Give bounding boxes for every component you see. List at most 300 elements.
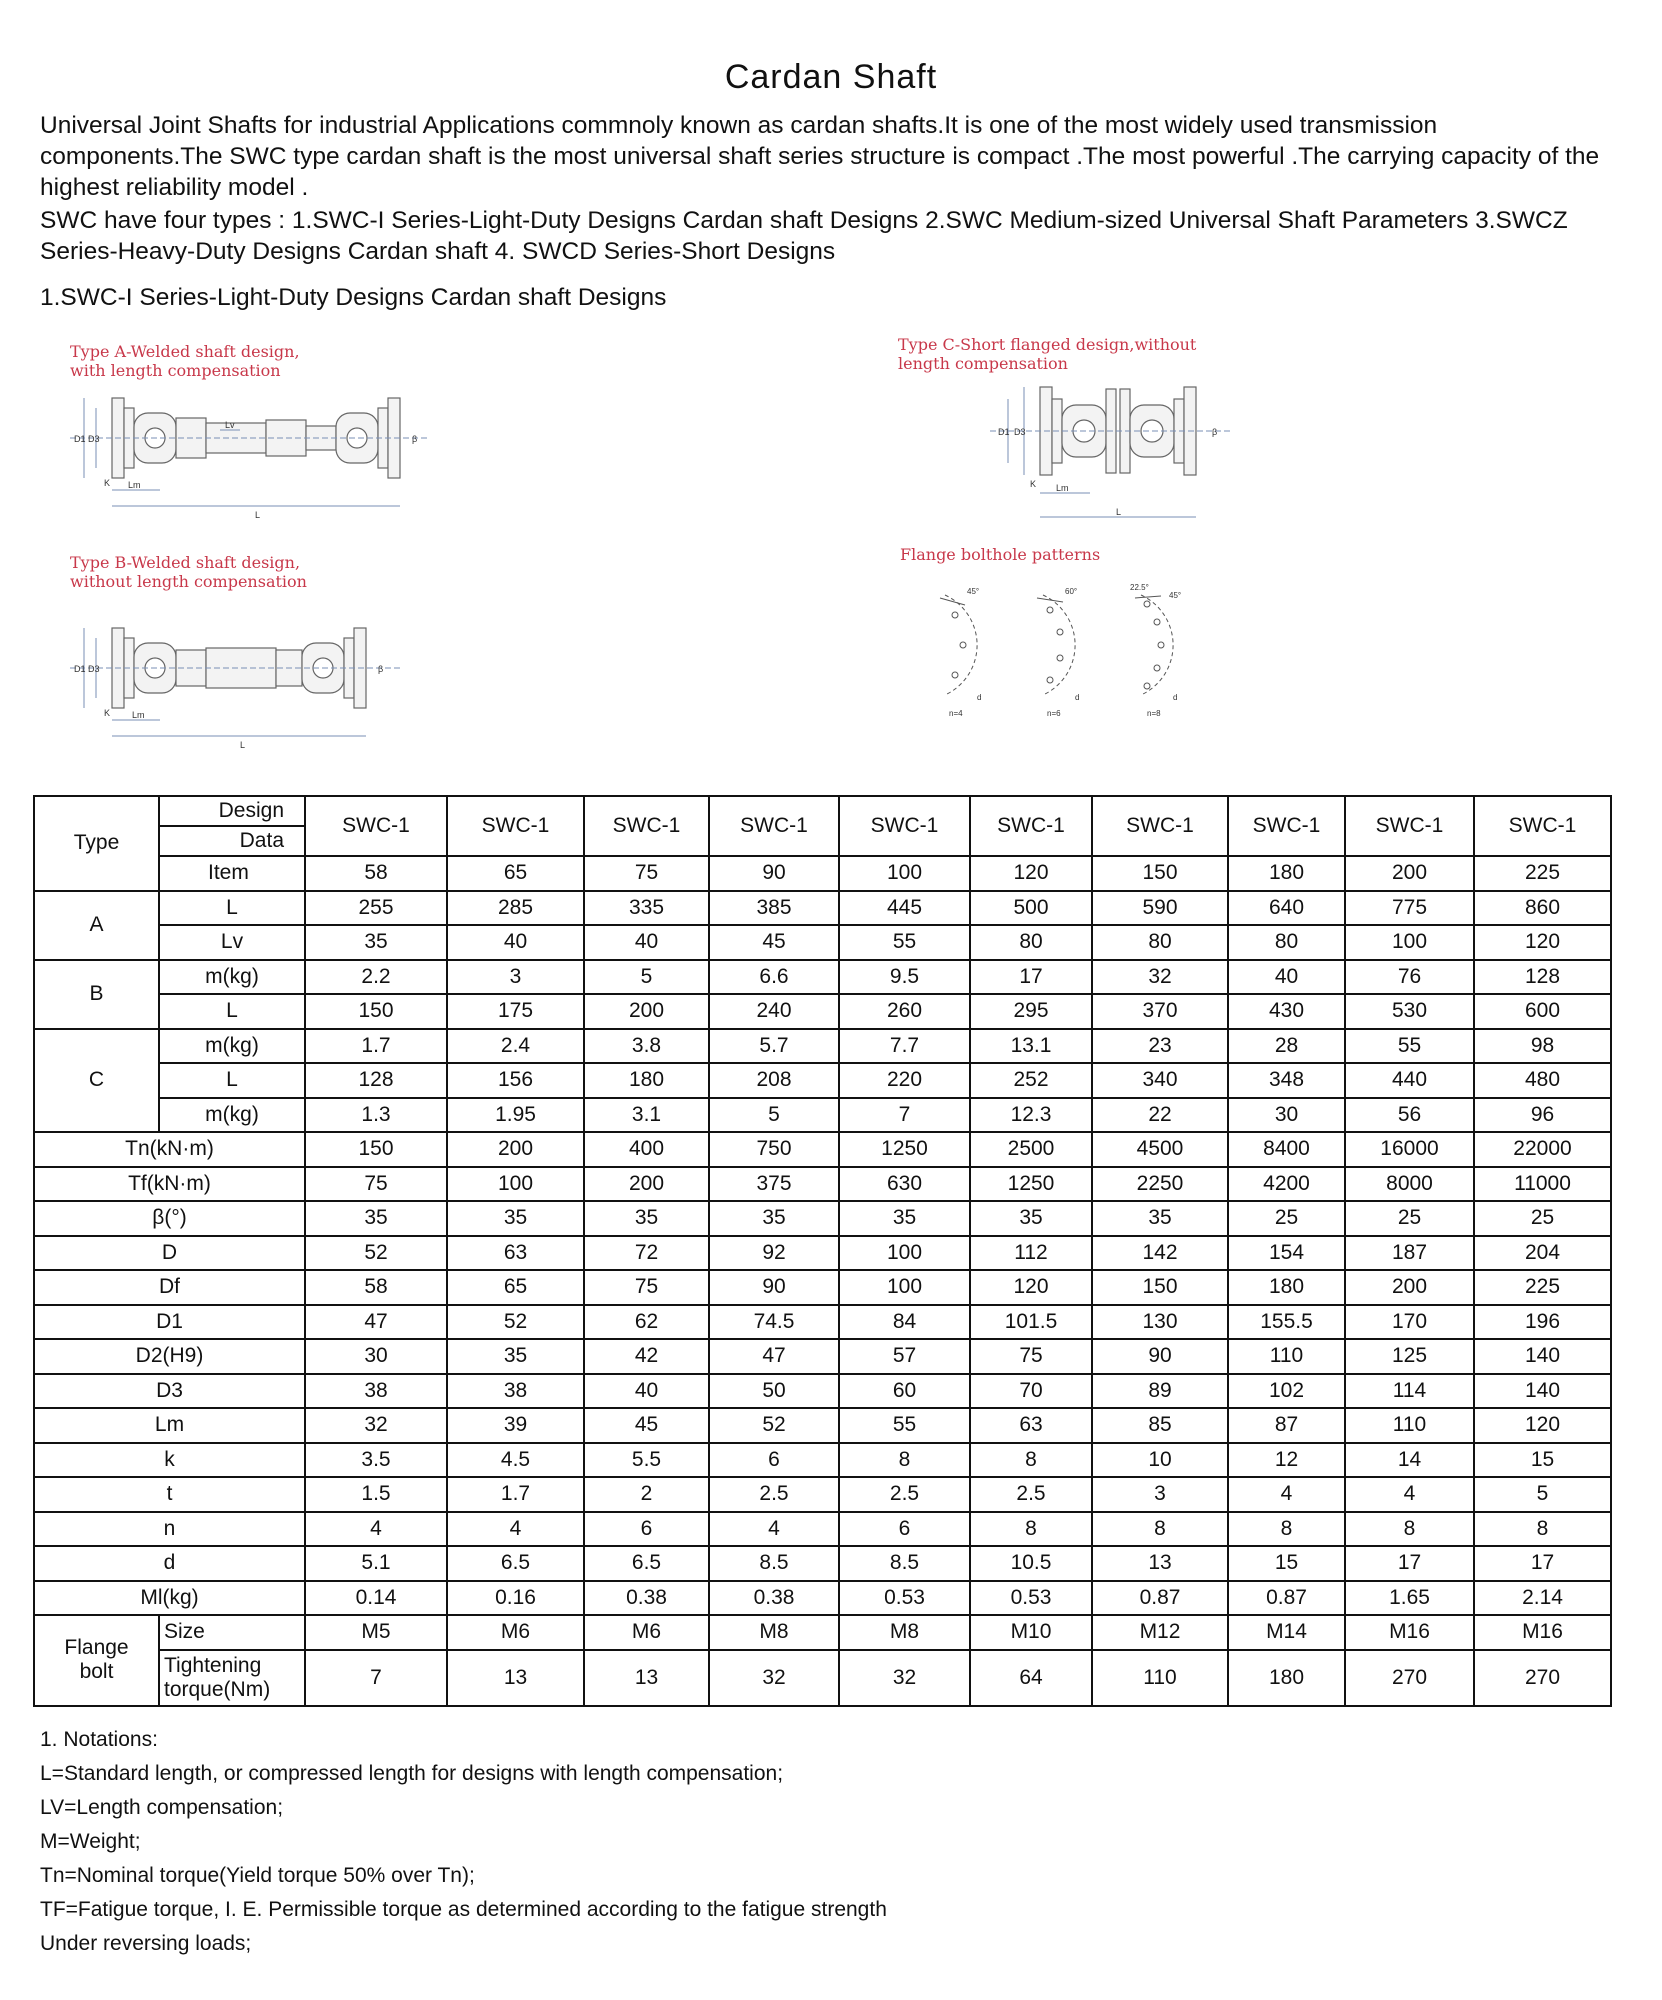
table-cell: 8: [1345, 1512, 1474, 1547]
angle-45-label-2: 45°: [1169, 591, 1182, 600]
row-label: Lv: [159, 925, 305, 960]
dim-d3-label-b: D3: [88, 664, 100, 674]
design-name-cell: SWC-1: [447, 796, 584, 856]
design-name-cell: SWC-1: [709, 796, 839, 856]
bolt-torque-cell: 32: [709, 1650, 839, 1706]
table-cell: 35: [839, 1201, 970, 1236]
table-cell: 101.5: [970, 1305, 1092, 1340]
table-cell: 58: [305, 1270, 447, 1305]
row-label: m(kg): [159, 1098, 305, 1133]
note-line: Tn=Nominal torque(Yield torque 50% over Tn);: [40, 1864, 475, 1887]
table-cell: 8: [1474, 1512, 1611, 1547]
table-cell: 5: [584, 960, 709, 995]
table-cell: 6.5: [447, 1546, 584, 1581]
row-label: L: [159, 891, 305, 926]
table-cell: 200: [584, 1167, 709, 1202]
bolt-torque-cell: 270: [1474, 1650, 1611, 1706]
table-cell: 4: [305, 1512, 447, 1547]
table-cell: 8.5: [839, 1546, 970, 1581]
table-cell: 2.14: [1474, 1581, 1611, 1616]
table-cell: 25: [1228, 1201, 1345, 1236]
table-cell: 100: [1345, 925, 1474, 960]
table-cell: 120: [1474, 925, 1611, 960]
table-cell: 0.53: [839, 1581, 970, 1616]
table-cell: 110: [1345, 1408, 1474, 1443]
table-cell: 150: [305, 994, 447, 1029]
table-cell: 4: [1228, 1477, 1345, 1512]
header-row: [34, 856, 1611, 891]
table-cell: 335: [584, 891, 709, 926]
dim-beta-label-b: β: [378, 664, 384, 674]
table-cell: 120: [970, 1270, 1092, 1305]
type-b-drawing: [70, 608, 430, 768]
table-cell: 62: [584, 1305, 709, 1340]
table-cell: 56: [1345, 1098, 1474, 1133]
table-row: [34, 891, 1611, 926]
note-line: 1. Notations:: [40, 1728, 158, 1751]
table-cell: 130: [1092, 1305, 1228, 1340]
row-label: k: [34, 1443, 305, 1478]
table-cell: 2250: [1092, 1167, 1228, 1202]
table-cell: 3: [1092, 1477, 1228, 1512]
table-cell: 1.5: [305, 1477, 447, 1512]
table-cell: 2.2: [305, 960, 447, 995]
table-cell: 38: [447, 1374, 584, 1409]
table-cell: 11000: [1474, 1167, 1611, 1202]
table-cell: 0.16: [447, 1581, 584, 1616]
type-b-caption: Type B-Welded shaft design, without length compensation: [70, 553, 307, 591]
dim-l-label-b: L: [240, 740, 246, 750]
dim-d1-label-c: D1: [998, 427, 1010, 437]
bolt-d-label-1: d: [977, 693, 982, 702]
table-row: [34, 1374, 1611, 1409]
table-cell: 370: [1092, 994, 1228, 1029]
table-cell: 40: [584, 925, 709, 960]
bolt-d-label-2: d: [1075, 693, 1080, 702]
bolt-size-cell: M5: [305, 1615, 447, 1650]
type-group-label: B: [34, 960, 159, 1029]
item-size-cell: 120: [970, 856, 1092, 891]
dim-lm-label-c: Lm: [1056, 483, 1069, 493]
dim-d1-label: D1: [74, 434, 86, 444]
row-label: D1: [34, 1305, 305, 1340]
table-cell: 5.5: [584, 1443, 709, 1478]
table-cell: 590: [1092, 891, 1228, 926]
table-cell: 35: [584, 1201, 709, 1236]
table-cell: 255: [305, 891, 447, 926]
dim-d3-label-c: D3: [1014, 427, 1026, 437]
table-row: [34, 1167, 1611, 1202]
table-row: [34, 1581, 1611, 1616]
table-cell: 65: [447, 1270, 584, 1305]
table-cell: 2: [584, 1477, 709, 1512]
bolt-size-cell: M14: [1228, 1615, 1345, 1650]
bolt-torque-cell: 7: [305, 1650, 447, 1706]
flange-bolthole-drawing: [925, 580, 1215, 720]
table-cell: 8: [1092, 1512, 1228, 1547]
table-cell: 14: [1345, 1443, 1474, 1478]
table-cell: 7: [839, 1098, 970, 1133]
type-header: Type: [34, 796, 159, 891]
table-cell: 96: [1474, 1098, 1611, 1133]
section-heading: 1.SWC-I Series-Light-Duty Designs Cardan shaft Designs: [40, 284, 667, 311]
table-cell: 6: [709, 1443, 839, 1478]
table-cell: 15: [1228, 1546, 1345, 1581]
table-cell: 72: [584, 1236, 709, 1271]
table-cell: 100: [447, 1167, 584, 1202]
table-cell: 23: [1092, 1029, 1228, 1064]
table-cell: 1.3: [305, 1098, 447, 1133]
table-cell: 385: [709, 891, 839, 926]
table-cell: 5: [1474, 1477, 1611, 1512]
table-row: [34, 1477, 1611, 1512]
bolt-torque-cell: 110: [1092, 1650, 1228, 1706]
bolt-torque-cell: 270: [1345, 1650, 1474, 1706]
table-cell: 196: [1474, 1305, 1611, 1340]
table-cell: 180: [1228, 1270, 1345, 1305]
table-cell: 63: [447, 1236, 584, 1271]
design-name-cell: SWC-1: [1474, 796, 1611, 856]
table-cell: 1250: [839, 1132, 970, 1167]
table-cell: 40: [584, 1374, 709, 1409]
bolt-label-line: bolt: [79, 1660, 114, 1684]
bolt-torque-cell: 180: [1228, 1650, 1345, 1706]
table-cell: 13: [1092, 1546, 1228, 1581]
design-header: Design: [159, 796, 305, 826]
table-row: [34, 1408, 1611, 1443]
item-size-cell: 225: [1474, 856, 1611, 891]
table-cell: 85: [1092, 1408, 1228, 1443]
design-name-cell: SWC-1: [1345, 796, 1474, 856]
size-label: Size: [159, 1615, 305, 1650]
data-header: Data: [159, 826, 305, 856]
type-a-drawing: [70, 378, 460, 548]
row-label: D: [34, 1236, 305, 1271]
table-cell: 0.38: [584, 1581, 709, 1616]
table-cell: 775: [1345, 891, 1474, 926]
table-cell: 35: [709, 1201, 839, 1236]
table-cell: 4: [1345, 1477, 1474, 1512]
table-cell: 12: [1228, 1443, 1345, 1478]
table-cell: 80: [1092, 925, 1228, 960]
table-cell: 200: [584, 994, 709, 1029]
bolt-size-cell: M8: [709, 1615, 839, 1650]
table-row: [34, 1063, 1611, 1098]
bolt-d-label-3: d: [1173, 693, 1178, 702]
spec-table-body: [34, 796, 1611, 1706]
table-cell: 0.87: [1092, 1581, 1228, 1616]
design-name-cell: SWC-1: [1092, 796, 1228, 856]
note-line: M=Weight;: [40, 1830, 141, 1853]
n8-label: n=8: [1147, 709, 1161, 718]
table-cell: 90: [709, 1270, 839, 1305]
row-label: Df: [34, 1270, 305, 1305]
table-cell: 17: [1474, 1546, 1611, 1581]
table-cell: 140: [1474, 1374, 1611, 1409]
table-cell: 204: [1474, 1236, 1611, 1271]
dim-d1-label-b: D1: [74, 664, 86, 674]
n4-label: n=4: [949, 709, 963, 718]
table-cell: 75: [305, 1167, 447, 1202]
table-cell: 114: [1345, 1374, 1474, 1409]
bolt-size-cell: M16: [1345, 1615, 1474, 1650]
table-cell: 8.5: [709, 1546, 839, 1581]
dim-beta-label: β: [412, 434, 418, 444]
item-size-cell: 200: [1345, 856, 1474, 891]
table-cell: 80: [1228, 925, 1345, 960]
bolt-size-cell: M8: [839, 1615, 970, 1650]
table-cell: 70: [970, 1374, 1092, 1409]
table-cell: 128: [1474, 960, 1611, 995]
bolt-size-cell: M6: [447, 1615, 584, 1650]
table-cell: 120: [1474, 1408, 1611, 1443]
table-cell: 3.5: [305, 1443, 447, 1478]
flange-bolt-row: [34, 1615, 1611, 1650]
table-row: [34, 1236, 1611, 1271]
table-cell: 6.5: [584, 1546, 709, 1581]
row-label: d: [34, 1546, 305, 1581]
table-cell: 375: [709, 1167, 839, 1202]
table-cell: 28: [1228, 1029, 1345, 1064]
table-cell: 98: [1474, 1029, 1611, 1064]
flange-label-line: Flange: [64, 1636, 129, 1660]
design-name-cell: SWC-1: [839, 796, 970, 856]
table-cell: 6: [839, 1512, 970, 1547]
row-label: β(°): [34, 1201, 305, 1236]
angle-60-label: 60°: [1065, 587, 1078, 596]
table-cell: 155.5: [1228, 1305, 1345, 1340]
table-cell: 55: [839, 925, 970, 960]
table-cell: 170: [1345, 1305, 1474, 1340]
table-cell: 3: [447, 960, 584, 995]
table-cell: 25: [1345, 1201, 1474, 1236]
table-cell: 45: [709, 925, 839, 960]
note-line: LV=Length compensation;: [40, 1796, 284, 1819]
table-cell: 175: [447, 994, 584, 1029]
table-row: [34, 1201, 1611, 1236]
table-cell: 2.5: [839, 1477, 970, 1512]
notes: [40, 1723, 887, 1961]
bolt-size-cell: M16: [1474, 1615, 1611, 1650]
type-group-label: A: [34, 891, 159, 960]
table-cell: 32: [1092, 960, 1228, 995]
table-cell: 180: [584, 1063, 709, 1098]
table-cell: 4200: [1228, 1167, 1345, 1202]
table-cell: 17: [970, 960, 1092, 995]
type-c-drawing: [990, 375, 1310, 535]
table-cell: 140: [1474, 1339, 1611, 1374]
table-cell: 39: [447, 1408, 584, 1443]
header-row: [34, 796, 1611, 826]
table-cell: 90: [1092, 1339, 1228, 1374]
row-label: L: [159, 994, 305, 1029]
table-row: [34, 1339, 1611, 1374]
table-cell: 35: [447, 1339, 584, 1374]
table-cell: 260: [839, 994, 970, 1029]
table-cell: 35: [447, 1201, 584, 1236]
table-cell: 2.5: [709, 1477, 839, 1512]
table-cell: 4500: [1092, 1132, 1228, 1167]
table-cell: 156: [447, 1063, 584, 1098]
table-cell: 76: [1345, 960, 1474, 995]
table-row: [34, 1512, 1611, 1547]
table-cell: 4.5: [447, 1443, 584, 1478]
table-cell: 102: [1228, 1374, 1345, 1409]
row-label: D3: [34, 1374, 305, 1409]
table-cell: 480: [1474, 1063, 1611, 1098]
table-cell: 630: [839, 1167, 970, 1202]
table-cell: 112: [970, 1236, 1092, 1271]
table-row: [34, 1132, 1611, 1167]
table-row: [34, 925, 1611, 960]
table-cell: 8: [839, 1443, 970, 1478]
table-cell: 3.8: [584, 1029, 709, 1064]
table-cell: 4: [709, 1512, 839, 1547]
table-cell: 55: [839, 1408, 970, 1443]
table-cell: 5: [709, 1098, 839, 1133]
torque-label: [159, 1650, 305, 1706]
type-group-label: C: [34, 1029, 159, 1133]
table-cell: 6: [584, 1512, 709, 1547]
item-size-cell: 58: [305, 856, 447, 891]
dim-l-label-c: L: [1116, 507, 1122, 517]
row-label: Tf(kN·m): [34, 1167, 305, 1202]
bolt-size-cell: M10: [970, 1615, 1092, 1650]
flange-bolt-label: [34, 1615, 159, 1706]
item-size-cell: 150: [1092, 856, 1228, 891]
table-cell: 30: [305, 1339, 447, 1374]
types-paragraph: SWC have four types : 1.SWC-I Series-Light-Duty Designs Cardan shaft Designs 2.SWC Medium-sized Universal Shaft Parameters 3.SWCZ Series-Heavy-Duty Designs Cardan shaft 4. SWCD Series-Short Designs: [40, 207, 1568, 265]
table-cell: 40: [447, 925, 584, 960]
bolt-torque-cell: 64: [970, 1650, 1092, 1706]
type-a-caption: Type A-Welded shaft design, with length compensation: [70, 342, 300, 380]
flange-pattern-caption: Flange bolthole patterns: [900, 545, 1101, 564]
table-row: [34, 1546, 1611, 1581]
table-cell: 100: [839, 1270, 970, 1305]
table-cell: 52: [447, 1305, 584, 1340]
row-label: D2(H9): [34, 1339, 305, 1374]
table-cell: 12.3: [970, 1098, 1092, 1133]
table-cell: 47: [709, 1339, 839, 1374]
design-name-cell: SWC-1: [970, 796, 1092, 856]
row-label: L: [159, 1063, 305, 1098]
row-label: m(kg): [159, 960, 305, 995]
table-cell: 84: [839, 1305, 970, 1340]
table-cell: 187: [1345, 1236, 1474, 1271]
table-cell: 285: [447, 891, 584, 926]
table-cell: 74.5: [709, 1305, 839, 1340]
angle-45-label: 45°: [967, 587, 980, 596]
table-cell: 80: [970, 925, 1092, 960]
table-cell: 600: [1474, 994, 1611, 1029]
bolt-torque-cell: 32: [839, 1650, 970, 1706]
table-row: [34, 1443, 1611, 1478]
flange-bolt-row: [34, 1650, 1611, 1706]
table-cell: 100: [839, 1236, 970, 1271]
table-cell: 32: [305, 1408, 447, 1443]
item-size-cell: 90: [709, 856, 839, 891]
table-row: [34, 1305, 1611, 1340]
bolt-torque-cell: 13: [584, 1650, 709, 1706]
row-label: Tn(kN·m): [34, 1132, 305, 1167]
table-cell: 47: [305, 1305, 447, 1340]
table-cell: 2500: [970, 1132, 1092, 1167]
page-title: Cardan Shaft: [724, 58, 938, 96]
table-row: [34, 1098, 1611, 1133]
type-c-caption: Type C-Short flanged design,without length compensation: [898, 335, 1197, 373]
table-cell: 35: [1092, 1201, 1228, 1236]
table-cell: 154: [1228, 1236, 1345, 1271]
table-cell: 25: [1474, 1201, 1611, 1236]
torque-label-line: torque(Nm): [164, 1677, 271, 1701]
table-cell: 640: [1228, 891, 1345, 926]
table-row: [34, 1029, 1611, 1064]
row-label: Ml(kg): [34, 1581, 305, 1616]
table-cell: 2.5: [970, 1477, 1092, 1512]
table-cell: 9.5: [839, 960, 970, 995]
table-cell: 50: [709, 1374, 839, 1409]
table-cell: 8: [970, 1443, 1092, 1478]
bolt-size-cell: M6: [584, 1615, 709, 1650]
torque-label-line: Tightening: [164, 1653, 262, 1677]
table-cell: 500: [970, 891, 1092, 926]
table-cell: 5.7: [709, 1029, 839, 1064]
table-cell: 17: [1345, 1546, 1474, 1581]
table-cell: 1.65: [1345, 1581, 1474, 1616]
table-cell: 1.7: [447, 1477, 584, 1512]
table-cell: 4: [447, 1512, 584, 1547]
table-cell: 530: [1345, 994, 1474, 1029]
dim-d3-label: D3: [88, 434, 100, 444]
table-cell: 57: [839, 1339, 970, 1374]
table-cell: 35: [305, 925, 447, 960]
table-cell: 10.5: [970, 1546, 1092, 1581]
table-cell: 75: [584, 1270, 709, 1305]
table-cell: 63: [970, 1408, 1092, 1443]
item-size-cell: 75: [584, 856, 709, 891]
table-cell: 7.7: [839, 1029, 970, 1064]
table-cell: 1.7: [305, 1029, 447, 1064]
table-row: [34, 1270, 1611, 1305]
table-cell: 8400: [1228, 1132, 1345, 1167]
item-header: Item: [159, 856, 305, 891]
table-cell: 92: [709, 1236, 839, 1271]
table-cell: 22: [1092, 1098, 1228, 1133]
row-label: t: [34, 1477, 305, 1512]
table-cell: 1.95: [447, 1098, 584, 1133]
table-cell: 6.6: [709, 960, 839, 995]
dim-l-label: L: [255, 510, 261, 520]
table-cell: 340: [1092, 1063, 1228, 1098]
dim-k-label-b: K: [104, 708, 111, 718]
table-cell: 0.38: [709, 1581, 839, 1616]
angle-22-5-label: 22.5°: [1130, 583, 1149, 592]
table-row: [34, 994, 1611, 1029]
table-cell: 440: [1345, 1063, 1474, 1098]
table-cell: 445: [839, 891, 970, 926]
row-label: Lm: [34, 1408, 305, 1443]
table-cell: 38: [305, 1374, 447, 1409]
table-cell: 252: [970, 1063, 1092, 1098]
table-cell: 30: [1228, 1098, 1345, 1133]
table-cell: 60: [839, 1374, 970, 1409]
table-cell: 16000: [1345, 1132, 1474, 1167]
table-cell: 75: [970, 1339, 1092, 1374]
table-cell: 8000: [1345, 1167, 1474, 1202]
spec-table: [33, 795, 1612, 1707]
n6-label: n=6: [1047, 709, 1061, 718]
item-size-cell: 180: [1228, 856, 1345, 891]
